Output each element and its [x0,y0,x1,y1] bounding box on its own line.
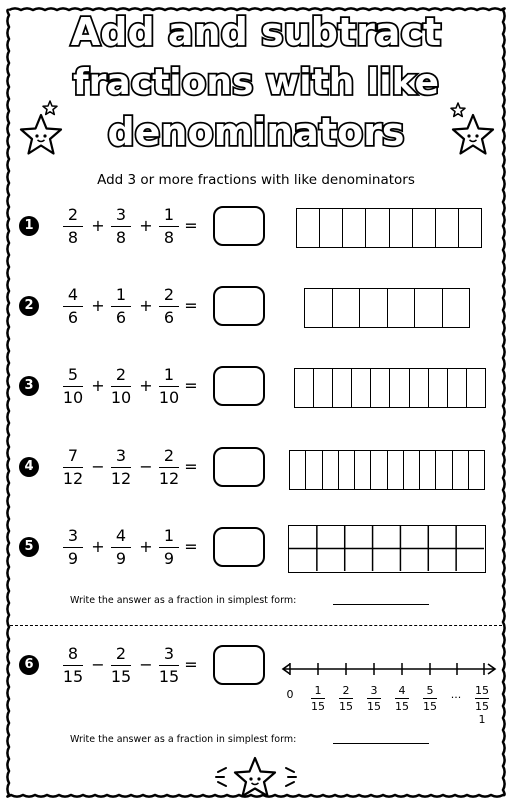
simplest-form-instruction-5: Write the answer as a fraction in simplest form: [70,595,297,606]
denominator: 15 [62,667,84,686]
fraction-bar [111,467,131,468]
fraction-bar [111,665,131,666]
q5-fraction-1 [62,526,84,569]
denominator: 8 [115,228,127,247]
model-cell [297,209,320,247]
denominator: 12 [158,469,180,488]
q5-fraction-2 [110,526,132,569]
fraction-bar [423,698,437,699]
denominator: 8 [163,228,175,247]
q4-fraction-1 [62,446,84,489]
q3-operator-2: + [139,376,153,395]
denominator: 6 [115,308,127,327]
number-line-label-zero: 0 [286,688,294,701]
fraction-bar [63,386,83,387]
q3-fraction-model [294,368,486,408]
q3-fraction-2 [110,365,132,408]
number-line-label-4 [392,684,412,713]
fraction-bar [159,665,179,666]
q3-fraction-3 [158,365,180,408]
model-cell [390,369,409,407]
numerator: 5 [426,684,434,697]
small-star-icon-left [42,100,58,116]
model-cell [306,451,322,489]
model-cell [314,369,333,407]
denominator: 8 [67,228,79,247]
q3-answer-box[interactable] [213,366,265,406]
q6-equals: = [184,655,198,674]
model-cell [360,289,388,327]
model-cell [343,209,366,247]
denominator: 15 [110,667,132,686]
model-cell [459,209,481,247]
q4-answer-box[interactable] [213,447,265,487]
numerator: 2 [115,644,127,663]
numerator: 7 [67,446,79,465]
numerator: 5 [67,365,79,384]
numerator: 3 [370,684,378,697]
question-number-5: 5 [19,537,39,557]
q2-equals: = [184,296,198,315]
numerator: 1 [163,526,175,545]
model-cell [429,369,448,407]
numerator: 4 [115,526,127,545]
model-cell [448,369,467,407]
numerator: 1 [163,365,175,384]
numerator: 1 [314,684,322,697]
q4-operator-1: − [91,457,105,476]
subtitle: Add 3 or more fractions with like denominators [97,172,415,188]
q1-equals: = [184,216,198,235]
model-cell [420,451,436,489]
fraction-bar [63,547,83,548]
denominator: 15 [158,667,180,686]
simplest-form-instruction-6: Write the answer as a fraction in simplest form: [70,734,297,745]
model-cell [469,451,484,489]
q2-operator-1: + [91,296,105,315]
q2-fraction-model [304,288,470,328]
smiling-star-icon-right [450,112,496,158]
number-line-label-end [472,684,492,726]
fraction-bar [111,306,131,307]
q6-answer-box[interactable] [213,645,265,685]
smiling-star-icon-left [18,112,64,158]
sparkle-lines-icon-left [200,764,230,790]
fraction-bar [339,698,353,699]
denominator: 10 [110,388,132,407]
numerator: 2 [115,365,127,384]
model-cell [467,369,485,407]
model-cell [290,451,306,489]
q5-grid-lines [289,526,484,571]
denominator: 15 [367,700,381,713]
q3-fraction-1 [62,365,84,408]
fraction-bar [159,306,179,307]
fraction-bar [111,547,131,548]
numerator: 1 [115,285,127,304]
q5-equals: = [184,537,198,556]
sparkle-lines-icon-right [282,764,312,790]
model-cell [453,451,469,489]
model-cell [371,451,387,489]
title-line-3: denominators [107,110,405,154]
model-cell [404,451,420,489]
smiling-star-icon-bottom [232,755,278,799]
section-divider [10,625,502,626]
q1-fraction-1 [62,205,84,248]
fraction-bar [63,306,83,307]
q5-fraction-3 [158,526,180,569]
question-number-6: 6 [19,655,39,675]
q3-equals: = [184,376,198,395]
q6-fraction-1 [62,644,84,687]
numerator: 3 [163,644,175,663]
numerator: 3 [115,446,127,465]
model-cell [339,451,355,489]
question-number-3: 3 [19,376,39,396]
q5-answer-box[interactable] [213,527,265,567]
model-cell [388,289,416,327]
model-cell [436,209,459,247]
fraction-bar [367,698,381,699]
fraction-bar [63,665,83,666]
fraction-bar [63,226,83,227]
model-cell [366,209,389,247]
q2-answer-box[interactable] [213,286,265,326]
q1-fraction-2 [110,205,132,248]
question-number-2: 2 [19,296,39,316]
q4-fraction-model [289,450,485,490]
model-cell [352,369,371,407]
fraction-bar [395,698,409,699]
denominator: 12 [110,469,132,488]
model-cell [333,369,352,407]
model-cell [443,289,470,327]
q1-operator-1: + [91,216,105,235]
number-line-label-3 [364,684,384,713]
numerator: 1 [163,205,175,224]
denominator: 10 [158,388,180,407]
fraction-bar [159,467,179,468]
denominator: 10 [62,388,84,407]
denominator: 15 [423,700,437,713]
number-line-ellipsis: ... [450,688,462,701]
numerator: 2 [163,446,175,465]
q1-answer-box[interactable] [213,206,265,246]
denominator: 15 [339,700,353,713]
denominator: 6 [163,308,175,327]
numerator: 4 [67,285,79,304]
q6-fraction-3 [158,644,180,687]
fraction-bar [63,467,83,468]
model-cell [295,369,314,407]
fraction-bar [311,698,325,699]
model-cell [320,209,343,247]
model-cell [436,451,452,489]
q4-equals: = [184,457,198,476]
number-line-label-5 [420,684,440,713]
q5-fraction-model [288,525,486,573]
end-denominator: 15 [475,700,489,713]
denominator: 15 [395,700,409,713]
model-cell [390,209,413,247]
numerator: 8 [67,644,79,663]
q2-fraction-3 [158,285,180,328]
number-line-label-2 [336,684,356,713]
denominator: 15 [311,700,325,713]
question-number-4: 4 [19,457,39,477]
numerator: 2 [67,205,79,224]
question-number-1: 1 [19,216,39,236]
model-cell [415,289,443,327]
fraction-bar [159,226,179,227]
q6-operator-2: − [139,655,153,674]
title-line-2: fractions with like [73,62,439,103]
fraction-bar [111,386,131,387]
title-line-1: Add and subtract [70,10,442,54]
model-cell [333,289,361,327]
fraction-bar [159,386,179,387]
answer-line-6[interactable] [333,743,429,744]
answer-line-5[interactable] [333,604,429,605]
q6-fraction-2 [110,644,132,687]
model-cell [305,289,333,327]
fraction-bar [159,547,179,548]
q2-fraction-1 [62,285,84,328]
numerator: 2 [163,285,175,304]
q3-operator-1: + [91,376,105,395]
denominator: 9 [163,549,175,568]
model-cell [413,209,436,247]
q1-fraction-model [296,208,482,248]
model-cell [323,451,339,489]
denominator: 9 [67,549,79,568]
q2-fraction-2 [110,285,132,328]
q1-fraction-3 [158,205,180,248]
number-line [280,658,498,680]
q6-operator-1: − [91,655,105,674]
q1-operator-2: + [139,216,153,235]
model-cell [355,451,371,489]
fraction-bar [111,226,131,227]
end-whole: 1 [478,713,486,726]
q2-operator-2: + [139,296,153,315]
denominator: 6 [67,308,79,327]
model-cell [410,369,429,407]
numerator: 4 [398,684,406,697]
q4-fraction-3 [158,446,180,489]
numerator: 2 [342,684,350,697]
model-cell [388,451,404,489]
denominator: 12 [62,469,84,488]
numerator: 3 [115,205,127,224]
number-line-label-1 [308,684,328,713]
q5-operator-1: + [91,537,105,556]
q4-operator-2: − [139,457,153,476]
q4-fraction-2 [110,446,132,489]
q5-operator-2: + [139,537,153,556]
model-cell [371,369,390,407]
end-numerator: 15 [475,684,489,697]
denominator: 9 [115,549,127,568]
small-star-icon-right [450,102,466,118]
numerator: 3 [67,526,79,545]
